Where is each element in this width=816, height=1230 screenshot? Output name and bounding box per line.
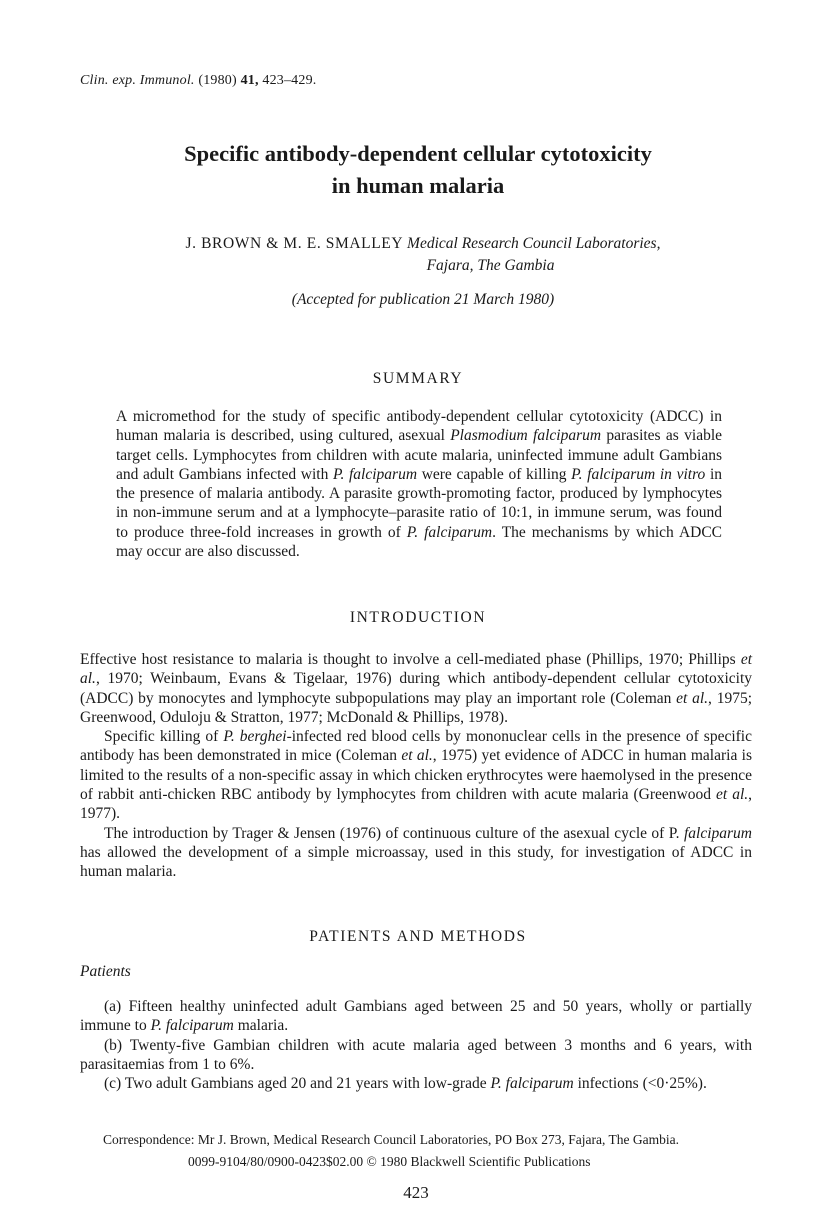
title-line-1: Specific antibody-dependent cellular cytotoxicity (184, 141, 652, 166)
summary-text-2: parasites as viable target cells. Lymphocytes from children with acute malaria, uninfected immune adult Gambians and adult Gambians infected with (116, 427, 723, 483)
journal-citation (80, 73, 316, 89)
intro-p3-italic: falciparum (683, 824, 752, 842)
patients-c-text-2: infections (<0·25%). (573, 1075, 707, 1093)
patients-a-text-2: malaria. (233, 1017, 289, 1035)
page-number: 423 (403, 1183, 429, 1202)
intro-p2-etal-2: et al. (715, 786, 749, 804)
intro-p1-text-b: , 1970; Weinbaum, Evans & Tigelaar, 1976) during which antibody-dependent cellular cytotoxicity (ADCC) by monocytes and lymphocyte subpopulations may play an important role (Coleman (80, 670, 752, 707)
patients-c-text-1: (c) Two adult Gambians aged 20 and 21 years with low-grade (104, 1075, 491, 1093)
author-block (0, 233, 816, 277)
intro-p2-italic: P. berghei (223, 728, 287, 746)
article-title (0, 138, 816, 202)
intro-p2-text-b: -infected red blood cells by mononuclear cells in the presence of specific antibody has been demonstrated in mice (Coleman (80, 728, 752, 765)
patients-subheading: Patients (80, 963, 131, 980)
author-line-2 (0, 255, 816, 277)
intro-paragraph-2 (80, 727, 752, 823)
summary-italic-2: P. falciparum (333, 465, 418, 483)
patients-a-italic: P. falciparum (150, 1017, 234, 1035)
intro-paragraph-1 (80, 650, 752, 727)
journal-name: Clin. exp. Immunol. (80, 73, 195, 88)
summary-text (116, 407, 722, 561)
affiliation-line-2: Fajara, The Gambia (426, 257, 555, 274)
summary-text-1: A micromethod for the study of specific antibody-dependent cellular cytotoxicity (ADCC) in human malaria is described, using cultured, asexual (116, 408, 722, 445)
correspondence-note: Correspondence: Mr J. Brown, Medical Research Council Laboratories, PO Box 273, Fajara, The Gambia. (103, 1132, 679, 1147)
patients-list (80, 997, 752, 1093)
summary-text-4: in the presence of malaria antibody. A parasite growth-promoting factor, produced by lymphocytes in non-immune serum and at a lymphocyte–parasite ratio of 10:1, in immune serum, was found to produce three-fold increases in growth of (116, 465, 722, 541)
intro-p2-text-a: Specific killing of (104, 728, 224, 746)
summary-italic-3: P. falciparum in vitro (571, 465, 706, 483)
summary-text-3: were capable of killing (417, 465, 572, 483)
author-names: J. BROWN & M. E. SMALLEY (185, 235, 404, 252)
patients-item-a (80, 997, 752, 1036)
summary-italic-4: P. falciparum (406, 523, 493, 541)
intro-p2-text-c: , 1975) yet evidence of ADCC in human malaria is limited to the results of a non-specific assay in which chicken erythrocytes were haemolysed in the presence of rabbit anti-chicken RBC antibody by lymphocytes from children with acute malaria (Greenwood (80, 747, 752, 804)
author-line-1 (0, 233, 816, 255)
intro-p2-text-d: , 1977). (80, 786, 752, 823)
patients-a-text-1: (a) Fifteen healthy uninfected adult Gambians aged between 25 and 50 years, wholly or partially immune to (80, 998, 752, 1035)
accepted-date: (Accepted for publication 21 March 1980) (291, 291, 555, 308)
affiliation-line-1: Medical Research Council Laboratories, (407, 235, 661, 252)
patients-c-italic: P. falciparum (490, 1075, 574, 1093)
journal-volume: 41, (240, 73, 259, 88)
methods-heading: PATIENTS AND METHODS (309, 928, 527, 945)
journal-pages: 423–429. (262, 73, 317, 88)
introduction-heading: INTRODUCTION (349, 609, 487, 626)
copyright-line: 0099-9104/80/0900-0423$02.00 © 1980 Blackwell Scientific Publications (188, 1154, 591, 1169)
intro-p1-text-c: , 1975; Greenwood, Oduloju & Stratton, 1977; McDonald & Phillips, 1978). (80, 689, 752, 726)
journal-year: (1980) (198, 73, 237, 88)
summary-text-5: . The mechanisms by which ADCC may occur are also discussed. (116, 523, 723, 561)
patients-item-c (80, 1074, 752, 1093)
intro-p1-etal-2: et al. (676, 689, 709, 707)
patients-item-b: (b) Twenty-five Gambian children with acute malaria aged between 3 months and 6 years, with parasitaemias from 1 to 6%. (80, 1036, 752, 1073)
introduction-body (80, 650, 752, 882)
intro-p2-etal-1: et al. (401, 747, 433, 765)
intro-p3-text-a: The introduction by Trager & Jensen (1976) of continuous culture of the asexual cycle of P. (104, 824, 684, 842)
title-line-2: in human malaria (331, 173, 505, 198)
intro-p1-text-a: Effective host resistance to malaria is thought to involve a cell-mediated phase (Phillips, 1970; Phillips (80, 651, 741, 668)
intro-p3-text-b: has allowed the development of a simple microassay, used in this study, for investigation of ADCC in human malaria. (80, 843, 752, 881)
intro-paragraph-3 (80, 824, 752, 882)
summary-heading: SUMMARY (372, 370, 464, 387)
intro-p1-etal-1: et al. (80, 651, 752, 688)
summary-italic-1: Plasmodium falciparum (450, 427, 602, 445)
